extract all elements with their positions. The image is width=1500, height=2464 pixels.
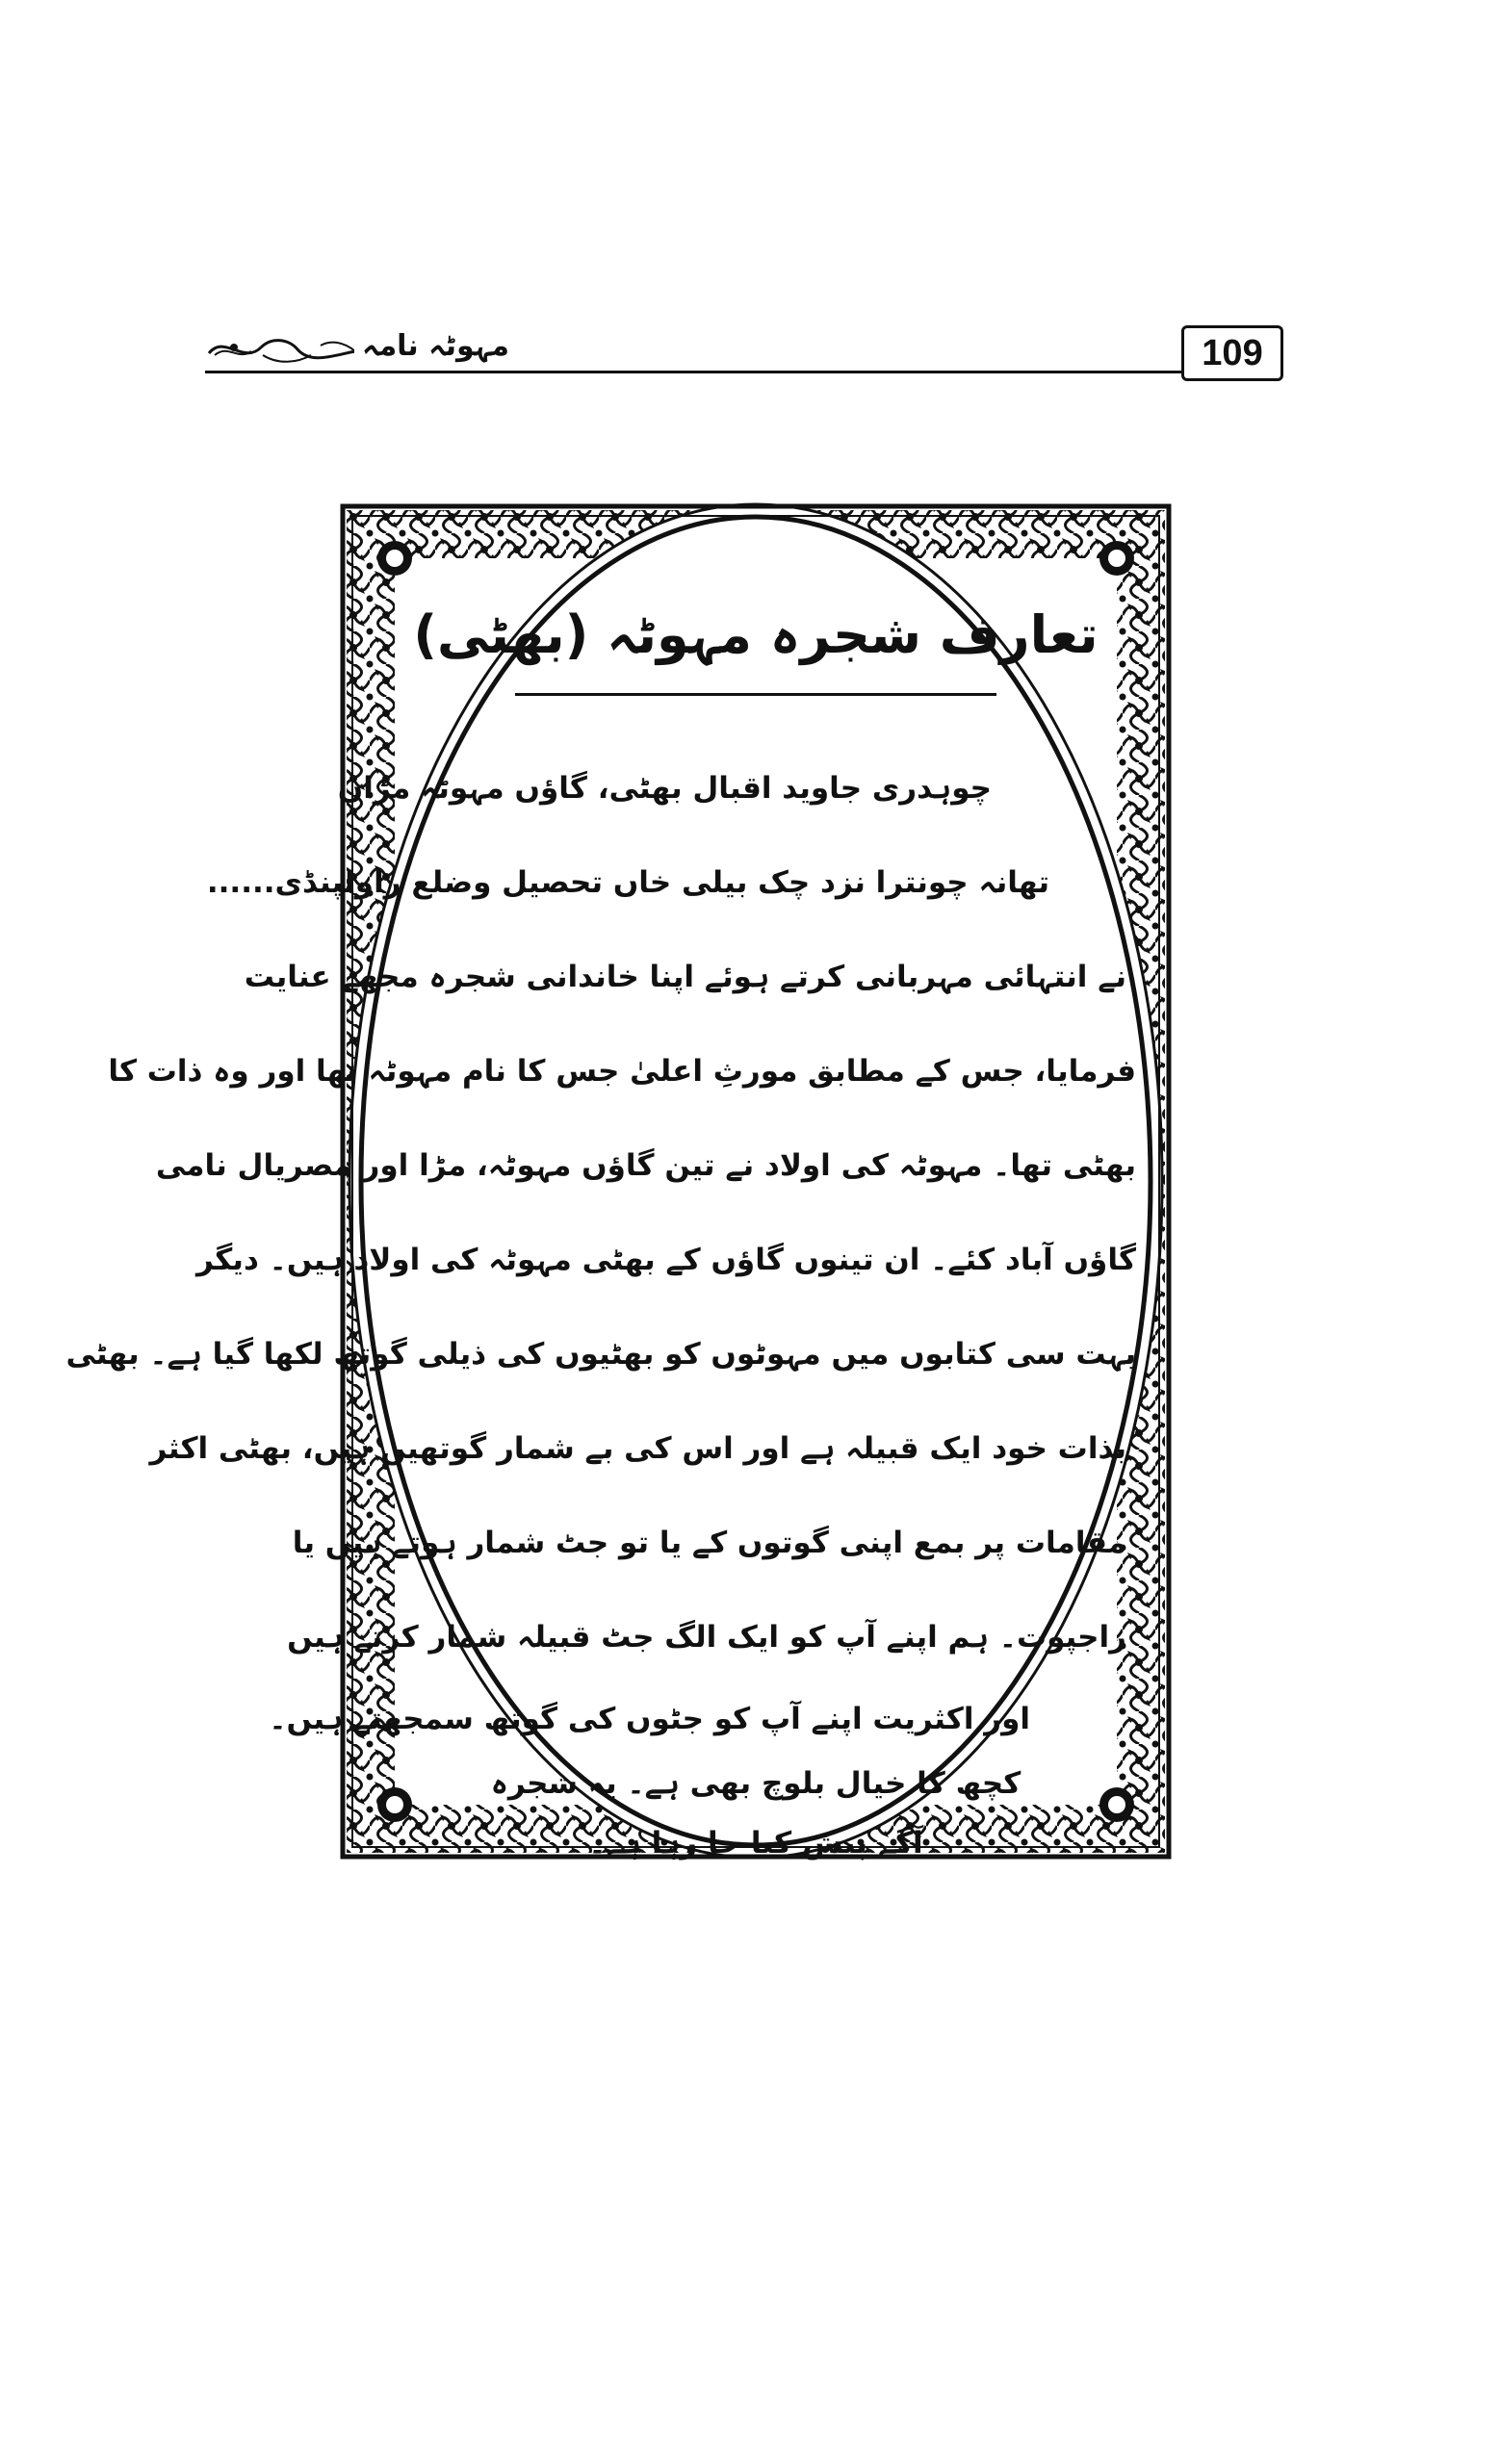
- body-line: کچھ کا خیال بلوچ بھی ہے۔ یہ شجرہ: [490, 1766, 1022, 1801]
- ornamental-frame: [65, 500, 1175, 1862]
- body-line: اور اکثریت اپنے آپ کو جٹوں کی گوتھ سمجھتے ہیں۔: [269, 1702, 1030, 1736]
- body-line: بہت سی کتابوں میں مہوٹوں کو بھٹیوں کی ذیلی گوتھ لکھا گیا ہے۔ بھٹی: [65, 1337, 1136, 1372]
- body-line: تھانہ چونترا نزد چک بیلی خاں تحصیل وضلع راولپنڈی......: [206, 865, 1049, 900]
- title-underline: [515, 693, 996, 696]
- swash-ornament-icon: [205, 326, 359, 372]
- body-line: فرمایا، جس کے مطابق مورثِ اعلیٰ جس کا نام مہوٹہ تھا اور وہ ذات کا: [108, 1054, 1136, 1089]
- body-line: بذات خود ایک قبیلہ ہے اور اس کی بے شمار گوتھیں ہیں، بھٹی اکثر: [149, 1431, 1126, 1466]
- body-line: بھٹی تھا۔ مہوٹہ کی اولاد نے تین گاؤں مہوٹہ، مڑا اور مصریال نامی: [155, 1148, 1136, 1183]
- article-body: [65, 741, 1136, 1873]
- body-line: نے انتہائی مہربانی کرتے ہوئے اپنا خاندانی شجرہ مجھے عنایت: [244, 960, 1126, 994]
- running-title: مہوٹہ نامہ: [354, 322, 517, 371]
- body-line: راجپوت۔ ہم اپنے آپ کو ایک الگ جٹ قبیلہ شمار کرتے ہیں: [287, 1620, 1126, 1655]
- article-title: تعارف شجرہ مہوٹہ (بھٹی): [413, 604, 1099, 665]
- page-number: 109: [1181, 325, 1283, 381]
- body-line: گاؤں آباد کئے۔ ان تینوں گاؤں کے بھٹی مہوٹہ کی اولاد ہیں۔ دیگر: [196, 1243, 1136, 1277]
- body-line: چوہدری جاوید اقبال بھٹی، گاؤں مہوٹہ مڑاں: [337, 771, 992, 806]
- body-line: مقامات پر بمع اپنی گوتوں کے یا تو جٹ شمار ہوتے ہیں یا: [292, 1526, 1126, 1560]
- body-line: آگے پیش کیا جا رہا ہے۔: [588, 1826, 923, 1861]
- header-rule: [205, 371, 1283, 373]
- page-header: [205, 322, 1283, 390]
